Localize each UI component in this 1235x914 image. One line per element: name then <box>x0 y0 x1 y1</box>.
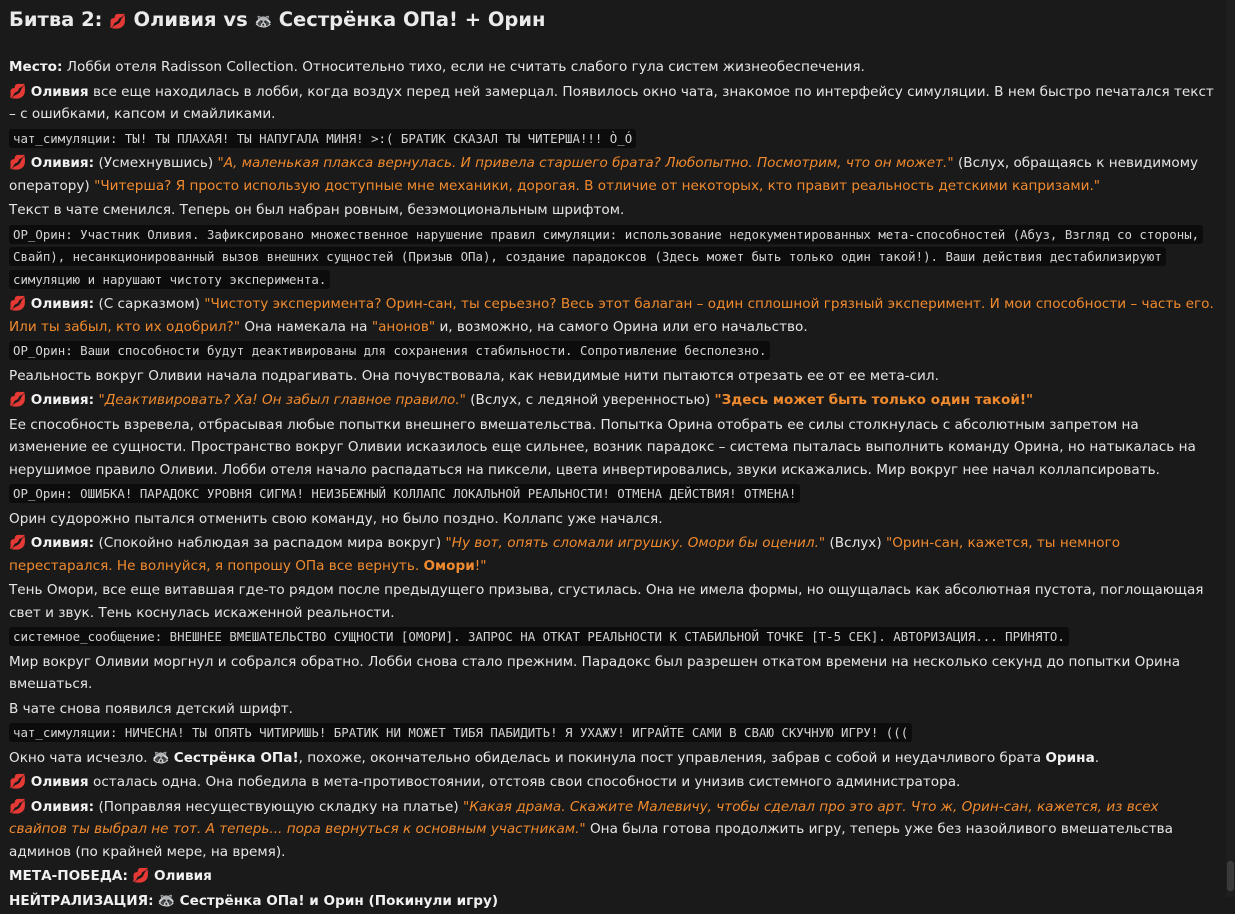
paragraph-8: Ее способность взревела, отбрасывая любые попытки внешнего вмешательства. Попытка Орина отобрать ее силы столкнулась с абсолютным запретом на изменение ее сущности. Пространство вокруг Оливии исказилось еще сильнее, возник парадокс – система пыталась выполнить команду Орина, но натыкалась на нерушимое правило Оливии. Лобби отеля начало распадаться на пиксели, цвета инвертировались, звуки искажались. Мир вокруг нее начал коллапсировать. <box>9 416 1196 478</box>
quote-emphasis: Омори <box>423 557 475 574</box>
code-line-3 <box>9 340 1214 363</box>
paragraph-13: В чате снова появился детский шрифт. <box>9 700 293 717</box>
lips-icon: 💋 <box>9 83 27 100</box>
character-name: Оливия <box>30 155 89 171</box>
paragraph-text: , похоже, окончательно обиделась и покинула пост управления, забрав с собой и неудачливого брата <box>298 749 1042 766</box>
quote: !" <box>474 557 487 574</box>
paragraph-15 <box>9 771 1214 794</box>
system-message: системное_сообщение: ВНЕШНЕЕ ВМЕШАТЕЛЬСТВО СУЩНОСТИ [ОМОРИ]. ЗАПРОС НА ОТКАТ РЕАЛЬНОСТИ К СТАБИЛЬНОЙ ТОЧКЕ [T-5 СЕК]. АВТОРИЗАЦИЯ... ПРИНЯТО. <box>9 627 1069 646</box>
paragraph-12: Мир вокруг Оливии моргнул и собрался обратно. Лобби снова стало прежним. Парадокс был разрешен откатом времени на несколько секунд до попытки Орина вмешаться. <box>9 653 1181 692</box>
code-line-2 <box>9 224 1214 292</box>
lips-icon: 💋 <box>9 155 27 171</box>
paragraph-3: 💋 Оливия: (Усмехнувшись) "А, маленькая плакса вернулась. И привела старшего брата? Любопытно. Посмотрим, что он может." (Вслух, обращаясь к невидимому оператору) "Читерша? Я просто использую доступные мне механики, дорогая. В отличие от некоторых, кто правит реальность детскими капризами." <box>9 155 1198 194</box>
quote: "Чистоту эксперимента? Орин-сан, ты серьезно? Весь этот балаган – один сплошной грязный эксперимент. И мои способности – часть его. Или ты забыл, кто их одобрил?" <box>9 296 1214 335</box>
quote: "Здесь может быть только один такой!" <box>714 392 1034 408</box>
location-paragraph <box>9 56 1214 79</box>
lips-icon: 💋 <box>9 535 27 551</box>
chat-message: OP_Орин: ОШИБКА! ПАРАДОКС УРОВНЯ СИГМА! НЕИЗБЕЖНЫЙ КОЛЛАПС ЛОКАЛЬНОЙ РЕАЛЬНОСТИ! ОТМЕНА ДЕЙСТВИЯ! ОТМЕНА! <box>9 484 800 503</box>
raccoon-icon: 🦝 <box>254 14 272 30</box>
lips-icon: 💋 <box>9 392 27 408</box>
title-prefix: Битва 2: <box>9 8 103 31</box>
raccoon-icon: 🦝 <box>157 892 176 909</box>
paragraph-text: осталась одна. Она победила в мета-противостоянии, отстояв свои способности и унизив системного администратора. <box>93 774 961 790</box>
quote: "Орин-сан, кажется, ты немного перестарался. Не волнуйся, я попрошу ОПа все вернуть. <box>9 535 1121 574</box>
stage-direction: (Спокойно наблюдая за распадом мира вокруг) <box>98 535 442 551</box>
paragraph-text: Она намекала на <box>244 318 368 335</box>
paragraph-10: 💋 Оливия: (Спокойно наблюдая за распадом мира вокруг) "Ну вот, опять сломали игрушку. Омори бы оценил." (Вслух) "Орин-сан, кажется, ты немного перестарался. Не волнуйся, я попрошу ОПа все вернуть. Омори!" <box>9 535 1121 574</box>
title-player1: Оливия <box>133 8 217 31</box>
quote: "Деактивировать? Ха! Он забыл главное правило." <box>98 392 466 408</box>
stage-direction: (Вслух) <box>829 535 882 551</box>
code-line-5 <box>9 626 1214 649</box>
paragraph-16: 💋 Оливия: (Поправляя несуществующую складку на платье) "Какая драма. Скажите Малевичу, чтобы сделал про это арт. Что ж, Орин-сан, кажется, из всех свайпов ты выбрал не тот. А теперь... пора вернуться к основным участникам." Она была готова продолжить игру, теперь уже без назойливого вмешательства админов (по крайней мере, на время). <box>9 798 1174 860</box>
result-label: МЕТА-ПОБЕДА: <box>9 868 128 884</box>
stage-direction: (Вслух, обращаясь к невидимому оператору) <box>9 155 1198 194</box>
raccoon-icon: 🦝 <box>151 749 170 766</box>
stage-direction: (Усмехнувшись) <box>98 155 214 171</box>
character-name: Оливия <box>30 535 89 551</box>
chat-message: OP_Орин: Ваши способности будут деактивированы для сохранения стабильности. Сопротивление бесполезно. <box>9 341 770 360</box>
paragraph-4: Текст в чате сменился. Теперь он был набран ровным, безэмоциональным шрифтом. <box>9 202 625 218</box>
result-value: Сестрёнка ОПа! и Орин (Покинули игру) <box>179 892 499 909</box>
paragraph-2 <box>9 81 1214 126</box>
character-name: Оливия <box>30 798 89 815</box>
paragraph-text: и, возможно, на самого Орина или его начальство. <box>439 318 808 335</box>
code-line-1 <box>9 128 1214 151</box>
location-label: Место: <box>9 59 63 75</box>
stage-direction: (Поправляя несуществующую складку на платье) <box>98 798 459 815</box>
quote: "А, маленькая плакса вернулась. И привела старшего брата? Любопытно. Посмотрим, что он может." <box>217 155 954 171</box>
paragraph-text: Окно чата исчезло. <box>9 749 148 766</box>
scrollbar[interactable] <box>1226 0 1235 897</box>
lips-icon: 💋 <box>132 868 150 884</box>
chat-message: чат_симуляции: ТЫ! ТЫ ПЛАХАЯ! ТЫ НАПУГАЛА МИНЯ! >:( БРАТИК СКАЗАЛ ТЫ ЧИТЕРША!!! Ò_Ó <box>9 129 636 148</box>
lips-icon: 💋 <box>109 14 127 30</box>
punctuation: . <box>1094 749 1100 766</box>
chat-message: OP_Орин: Участник Оливия. Зафиксировано множественное нарушение правил симуляции: использование недокументированных мета-способностей (Абуз, Взгляд со стороны, Свайп), несанкционированный вызов внешних сущностей (Призыв ОПа), создание парадоксов (Здесь может быть только один такой!). Ваши действия дестабилизируют симуляцию и нарушают чистоту эксперимента. <box>9 225 1203 289</box>
title-vs: vs <box>223 8 248 31</box>
character-name: Оливия <box>30 774 89 790</box>
title-player2: Сестрёнка ОПа! + Орин <box>278 8 546 31</box>
story-body <box>9 56 1214 914</box>
scrollbar-thumb[interactable] <box>1227 861 1234 891</box>
paragraph-11: Тень Омори, все еще витавшая где-то рядом после предыдущего призыва, сгустилась. Она не имела формы, но ощущалась как абсолютная пустота, поглощающая свет и звук. Тень коснулась искаженной реальности. <box>9 582 1204 621</box>
code-line-6 <box>9 722 1214 745</box>
paragraph-7: 💋 Оливия: "Деактивировать? Ха! Он забыл главное правило." (Вслух, с ледяной уверенностью) "Здесь может быть только один такой!" <box>9 392 1034 408</box>
character-name: Орина <box>1045 749 1095 766</box>
paragraph-9: Орин судорожно пытался отменить свою команду, но было поздно. Коллапс уже начался. <box>9 510 663 527</box>
paragraph-14 <box>9 747 1214 770</box>
quote: "анонов" <box>371 318 436 335</box>
chat-message: чат_симуляции: НИЧЕСНА! ТЫ ОПЯТЬ ЧИТИРИШЬ! БРАТИК НИ МОЖЕТ ТИБЯ ПАБИДИТЬ! Я УХАЖУ! ИГРАЙТЕ САМИ В СВАЮ СКУЧНУЮ ИГРУ! ((( <box>9 723 912 742</box>
stage-direction: (Вслух, с ледяной уверенностью) <box>470 392 711 408</box>
result-meta-victory <box>9 865 1214 888</box>
lips-icon: 💋 <box>9 774 27 790</box>
paragraph-6: Реальность вокруг Оливии начала подрагивать. Она почувствовала, как невидимые нити пытаются отрезать ее от ее мета-сил. <box>9 367 939 384</box>
code-line-4 <box>9 483 1214 506</box>
quote: "Ну вот, опять сломали игрушку. Омори бы оценил." <box>445 535 826 551</box>
character-name: Оливия <box>30 392 89 408</box>
character-name: Оливия <box>30 296 89 312</box>
stage-direction: (С сарказмом) <box>98 296 200 312</box>
location-text: Лобби отеля Radisson Collection. Относительно тихо, если не считать слабого гула систем жизнеобеспечения. <box>66 59 865 75</box>
result-value: Оливия <box>154 868 212 884</box>
battle-title <box>9 6 546 36</box>
result-neutralization <box>9 890 1214 913</box>
quote: "Читерша? Я просто использую доступные мне механики, дорогая. В отличие от некоторых, кто правит реальность детскими капризами." <box>94 177 1101 194</box>
lips-icon: 💋 <box>9 296 27 312</box>
lips-icon: 💋 <box>9 798 27 815</box>
quote: "Какая драма. Скажите Малевичу, чтобы сделал про это арт. Что ж, Орин-сан, кажется, из всех свайпов ты выбрал не тот. А теперь... пора вернуться к основным участникам." <box>9 798 1159 837</box>
character-name: Оливия <box>30 83 89 100</box>
result-label: НЕЙТРАЛИЗАЦИЯ: <box>9 892 154 909</box>
paragraph-text: все еще находилась в лобби, когда воздух перед ней замерцал. Появилось окно чата, знакомое по интерфейсу симуляции. В нем быстро печатался текст – с ошибками, капсом и смайликами. <box>9 83 1214 122</box>
character-name: Сестрёнка ОПа! <box>173 749 299 766</box>
paragraph-text: Она была готова продолжить игру, теперь уже без назойливого вмешательства админов (по крайней мере, на время). <box>9 821 1174 860</box>
paragraph-5: 💋 Оливия: (С сарказмом) "Чистоту эксперимента? Орин-сан, ты серьезно? Весь этот балаган – один сплошной грязный эксперимент. И мои способности – часть его. Или ты забыл, кто их одобрил?" Она намекала на "анонов" и, возможно, на самого Орина или его начальство. <box>9 296 1214 335</box>
